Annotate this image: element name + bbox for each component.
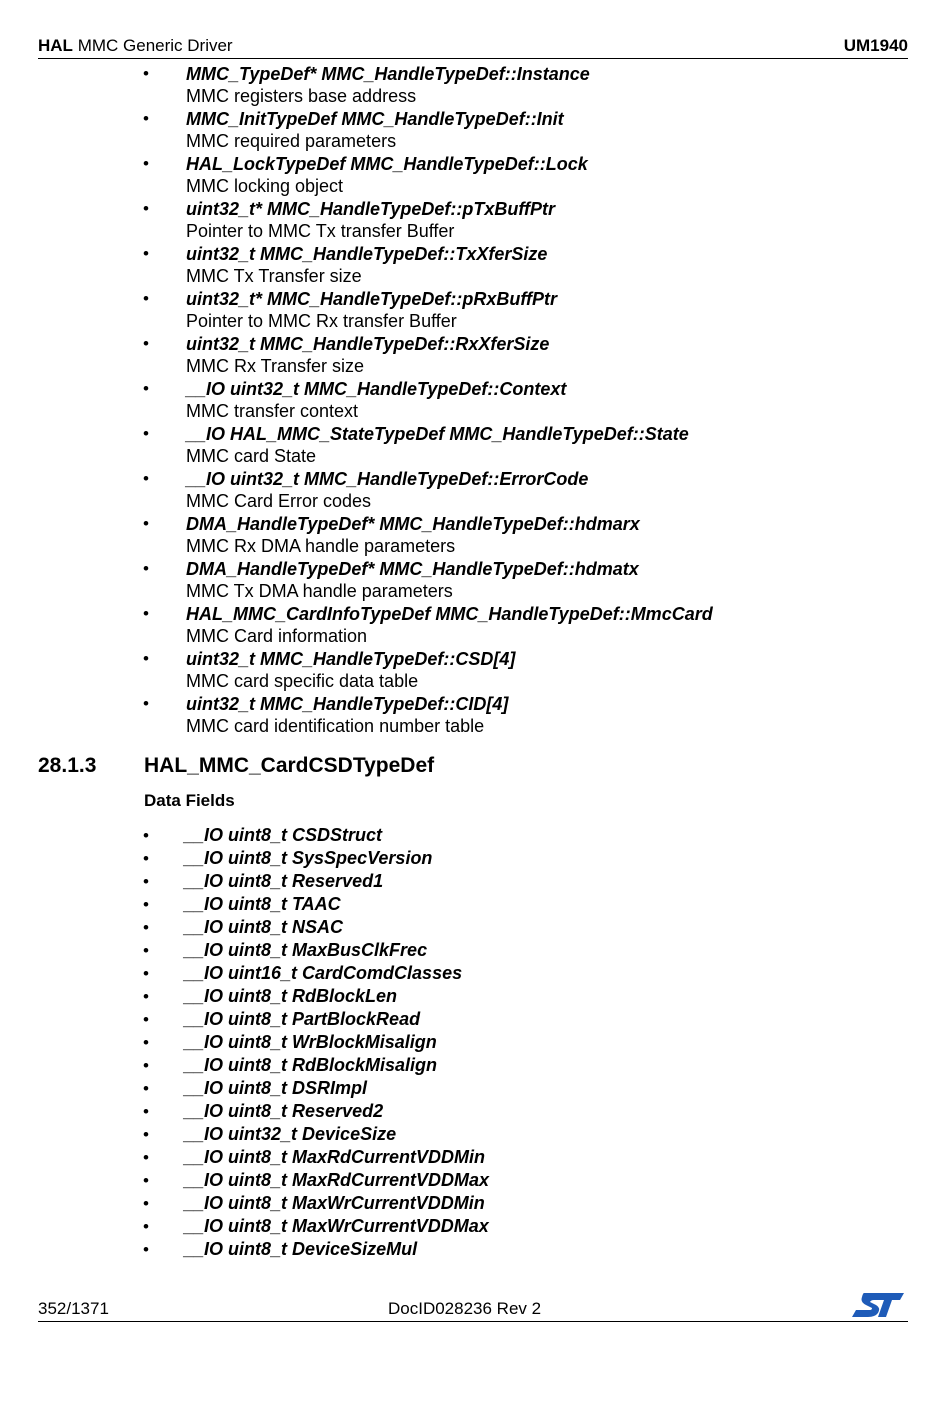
- field-item: [0, 692, 950, 737]
- field-description: MMC locking object: [186, 176, 344, 196]
- field-description: MMC Card Error codes: [186, 491, 372, 511]
- data-field-signature: __IO uint8_t MaxWrCurrentVDDMin: [184, 1193, 485, 1213]
- data-field-item: [0, 893, 950, 916]
- bullet-icon: •: [143, 849, 149, 868]
- data-field-item: [0, 939, 950, 962]
- bullet-icon: •: [143, 872, 149, 891]
- field-signature: __IO uint32_t MMC_HandleTypeDef::ErrorCode: [186, 469, 589, 489]
- bullet-icon: •: [143, 64, 149, 83]
- bullet-icon: •: [143, 964, 149, 983]
- field-description: MMC Tx Transfer size: [186, 266, 362, 286]
- field-description: MMC Card information: [186, 626, 368, 646]
- field-item: [0, 242, 950, 287]
- field-signature: MMC_InitTypeDef MMC_HandleTypeDef::Init: [186, 109, 564, 129]
- data-field-signature: __IO uint8_t RdBlockLen: [184, 986, 398, 1006]
- data-field-signature: __IO uint8_t CSDStruct: [184, 825, 383, 845]
- header-prefix: HAL: [38, 36, 73, 55]
- data-field-signature: __IO uint8_t PartBlockRead: [184, 1009, 421, 1029]
- handle-fields-list: [0, 62, 950, 737]
- bullet-icon: •: [143, 826, 149, 845]
- bullet-icon: •: [143, 289, 149, 308]
- data-field-signature: __IO uint8_t DeviceSizeMul: [184, 1239, 418, 1259]
- data-field-signature: __IO uint8_t SysSpecVersion: [184, 848, 433, 868]
- bullet-icon: •: [143, 1194, 149, 1213]
- data-fields-list: [0, 824, 950, 1261]
- bullet-icon: •: [143, 1033, 149, 1052]
- data-field-item: [0, 1008, 950, 1031]
- bullet-icon: •: [143, 604, 149, 623]
- header-doc-code: UM1940: [843, 36, 908, 55]
- data-field-signature: __IO uint8_t Reserved1: [184, 871, 384, 891]
- field-description: MMC transfer context: [186, 401, 359, 421]
- field-signature: HAL_MMC_CardInfoTypeDef MMC_HandleTypeDef::MmcCard: [186, 604, 713, 624]
- data-field-item: [0, 1031, 950, 1054]
- field-signature: __IO HAL_MMC_StateTypeDef MMC_HandleTypeDef::State: [186, 424, 689, 444]
- field-description: MMC card State: [186, 446, 317, 466]
- field-signature: DMA_HandleTypeDef* MMC_HandleTypeDef::hdmatx: [186, 559, 639, 579]
- data-field-item: [0, 916, 950, 939]
- field-signature: uint32_t MMC_HandleTypeDef::CID[4]: [186, 694, 509, 714]
- field-signature: __IO uint32_t MMC_HandleTypeDef::Context: [186, 379, 567, 399]
- bullet-icon: •: [143, 199, 149, 218]
- st-logo-icon: [850, 1291, 906, 1324]
- field-signature: DMA_HandleTypeDef* MMC_HandleTypeDef::hdmarx: [186, 514, 640, 534]
- bullet-icon: •: [143, 424, 149, 443]
- field-signature: MMC_TypeDef* MMC_HandleTypeDef::Instance: [186, 64, 590, 84]
- bullet-icon: •: [143, 514, 149, 533]
- header-title-text: MMC Generic Driver: [77, 36, 233, 55]
- data-field-signature: __IO uint8_t MaxRdCurrentVDDMin: [184, 1147, 486, 1167]
- field-item: [0, 62, 950, 107]
- field-signature: HAL_LockTypeDef MMC_HandleTypeDef::Lock: [186, 154, 588, 174]
- bullet-icon: •: [143, 1010, 149, 1029]
- data-field-item: [0, 1169, 950, 1192]
- bullet-icon: •: [143, 649, 149, 668]
- data-field-signature: __IO uint8_t NSAC: [184, 917, 344, 937]
- bullet-icon: •: [143, 1056, 149, 1075]
- data-field-item: [0, 870, 950, 893]
- data-field-item: [0, 1192, 950, 1215]
- data-field-signature: __IO uint16_t CardComdClasses: [184, 963, 463, 983]
- data-field-signature: __IO uint8_t DSRImpl: [184, 1078, 368, 1098]
- field-item: [0, 557, 950, 602]
- bullet-icon: •: [143, 918, 149, 937]
- data-field-item: [0, 985, 950, 1008]
- bullet-icon: •: [143, 109, 149, 128]
- data-field-item: [0, 1215, 950, 1238]
- data-field-item: [0, 1100, 950, 1123]
- data-field-signature: __IO uint8_t Reserved2: [184, 1101, 384, 1121]
- data-field-signature: __IO uint8_t MaxRdCurrentVDDMax: [184, 1170, 490, 1190]
- data-field-item: [0, 847, 950, 870]
- bullet-icon: •: [143, 1148, 149, 1167]
- page-footer: [38, 1297, 908, 1322]
- data-field-signature: __IO uint8_t MaxBusClkFrec: [184, 940, 428, 960]
- field-item: [0, 422, 950, 467]
- field-description: MMC Rx DMA handle parameters: [186, 536, 456, 556]
- field-description: Pointer to MMC Tx transfer Buffer: [186, 221, 455, 241]
- data-field-item: [0, 824, 950, 847]
- field-description: MMC card specific data table: [186, 671, 419, 691]
- field-item: [0, 467, 950, 512]
- bullet-icon: •: [143, 244, 149, 263]
- header-title: [38, 36, 233, 56]
- field-description: MMC Rx Transfer size: [186, 356, 365, 376]
- field-item: [0, 512, 950, 557]
- field-signature: uint32_t MMC_HandleTypeDef::RxXferSize: [186, 334, 550, 354]
- bullet-icon: •: [143, 469, 149, 488]
- field-item: [0, 332, 950, 377]
- data-field-item: [0, 1077, 950, 1100]
- bullet-icon: •: [143, 1217, 149, 1236]
- bullet-icon: •: [143, 154, 149, 173]
- field-description: MMC card identification number table: [186, 716, 485, 736]
- page-header: [38, 36, 908, 59]
- field-signature: uint32_t* MMC_HandleTypeDef::pRxBuffPtr: [186, 289, 558, 309]
- bullet-icon: •: [143, 1240, 149, 1259]
- bullet-icon: •: [143, 1171, 149, 1190]
- field-item: [0, 602, 950, 647]
- bullet-icon: •: [143, 1125, 149, 1144]
- page-number: 352/1371: [38, 1299, 109, 1318]
- data-field-item: [0, 1054, 950, 1077]
- data-field-signature: __IO uint8_t RdBlockMisalign: [184, 1055, 438, 1075]
- data-field-signature: __IO uint8_t MaxWrCurrentVDDMax: [184, 1216, 489, 1236]
- bullet-icon: •: [143, 694, 149, 713]
- field-signature: uint32_t MMC_HandleTypeDef::TxXferSize: [186, 244, 548, 264]
- data-field-signature: __IO uint32_t DeviceSize: [184, 1124, 397, 1144]
- data-field-signature: __IO uint8_t TAAC: [184, 894, 341, 914]
- section-number: 28.1.3: [38, 754, 97, 777]
- field-item: [0, 152, 950, 197]
- bullet-icon: •: [143, 559, 149, 578]
- field-signature: uint32_t* MMC_HandleTypeDef::pTxBuffPtr: [186, 199, 556, 219]
- field-description: Pointer to MMC Rx transfer Buffer: [186, 311, 457, 331]
- bullet-icon: •: [143, 895, 149, 914]
- field-description: MMC required parameters: [186, 131, 397, 151]
- field-item: [0, 107, 950, 152]
- data-field-item: [0, 1123, 950, 1146]
- bullet-icon: •: [143, 379, 149, 398]
- field-description: MMC Tx DMA handle parameters: [186, 581, 453, 601]
- data-field-item: [0, 1146, 950, 1169]
- field-item: [0, 647, 950, 692]
- section-title: HAL_MMC_CardCSDTypeDef: [144, 754, 435, 777]
- bullet-icon: •: [143, 987, 149, 1006]
- bullet-icon: •: [143, 1102, 149, 1121]
- doc-id: DocID028236 Rev 2: [388, 1299, 542, 1318]
- bullet-icon: •: [143, 1079, 149, 1098]
- field-description: MMC registers base address: [186, 86, 417, 106]
- field-signature: uint32_t MMC_HandleTypeDef::CSD[4]: [186, 649, 516, 669]
- data-field-item: [0, 1238, 950, 1261]
- field-item: [0, 377, 950, 422]
- field-item: [0, 287, 950, 332]
- data-field-item: [0, 962, 950, 985]
- data-field-signature: __IO uint8_t WrBlockMisalign: [184, 1032, 437, 1052]
- data-fields-heading: Data Fields: [144, 791, 235, 810]
- bullet-icon: •: [143, 334, 149, 353]
- bullet-icon: •: [143, 941, 149, 960]
- field-item: [0, 197, 950, 242]
